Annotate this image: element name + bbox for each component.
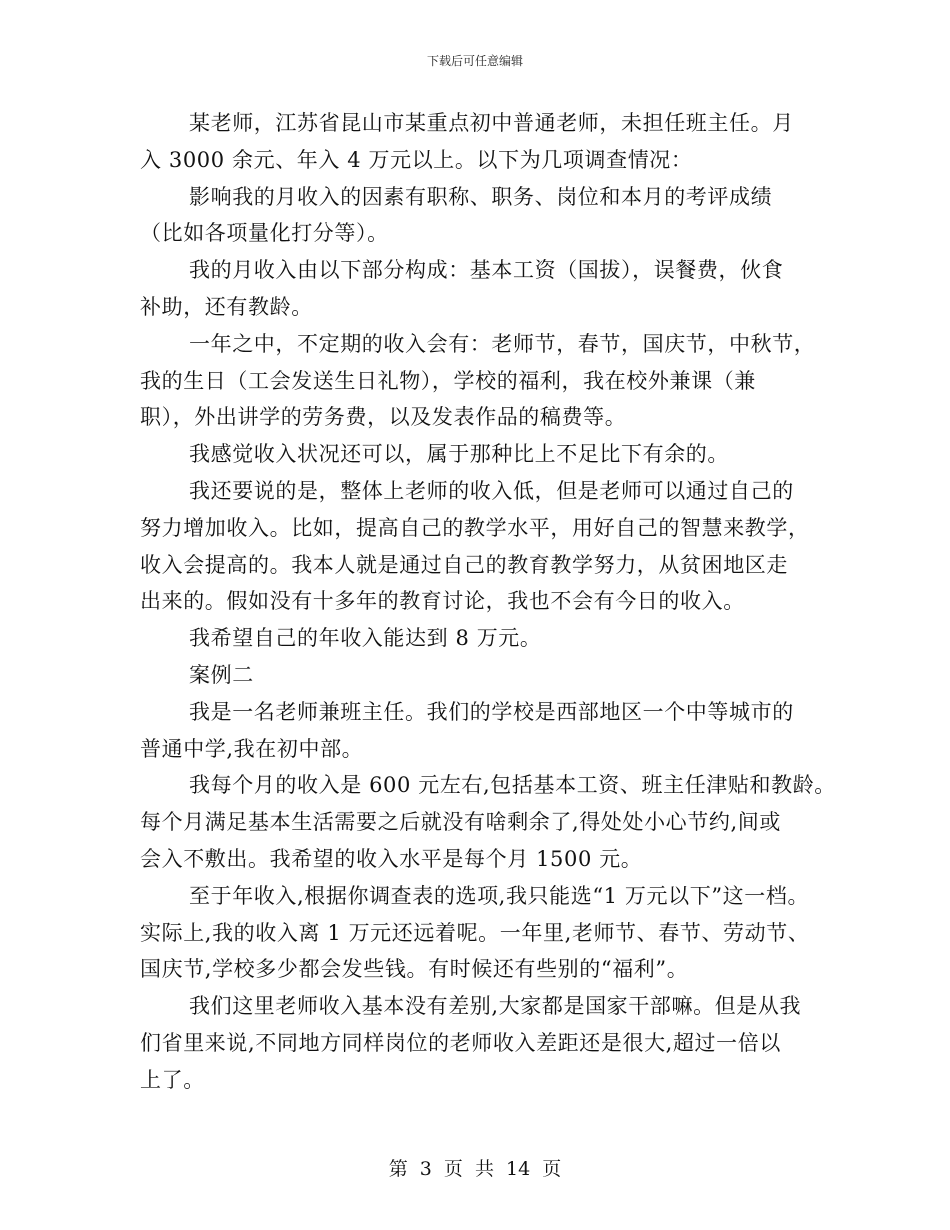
text-line: 案例二 <box>189 662 254 687</box>
text-line: 我每个月的收入是 600 元左右,包括基本工资、班主任津贴和教龄。 <box>189 773 836 798</box>
text-line: 普通中学,我在初中部。 <box>140 736 364 761</box>
text-line: 我希望自己的年收入能达到 8 万元。 <box>189 626 542 651</box>
text-line: 国庆节,学校多少都会发些钱。有时候还有些别的“福利”。 <box>140 957 689 982</box>
text-line: 某老师，江苏省昆山市某重点初中普通老师，未担任班主任。月 <box>189 111 794 135</box>
text-line: 实际上,我的收入离 1 万元还远着呢。一年里,老师节、春节、劳动节、 <box>140 920 810 945</box>
text-line: 我们这里老师收入基本没有差别,大家都是国家干部嘛。但是从我 <box>189 994 802 1019</box>
text-line: 我还要说的是，整体上老师的收入低，但是老师可以通过自己的 <box>189 478 794 503</box>
text-line: 职），外出讲学的劳务费，以及发表作品的稿费等。 <box>140 405 627 430</box>
text-line: 会入不敷出。我希望的收入水平是每个月 1500 元。 <box>140 846 643 871</box>
text-line: 我的月收入由以下部分构成：基本工资（国拔），误餐费，伙食 <box>189 258 784 283</box>
text-line: 我是一名老师兼班主任。我们的学校是西部地区一个中等城市的 <box>189 699 794 724</box>
text-line: （比如各项量化打分等）。 <box>140 221 389 246</box>
text-line: 补助，还有教龄。 <box>140 294 313 319</box>
page-header: 下载后可任意编辑 <box>426 54 523 68</box>
document-body <box>140 105 836 1099</box>
text-line: 们省里来说,不同地方同样岗位的老师收入差距还是很大,超过一倍以 <box>140 1030 781 1055</box>
text-line: 至于年收入,根据你调查表的选项,我只能选“1 万元以下”这一档。 <box>189 883 810 908</box>
text-line: 上了。 <box>140 1067 205 1092</box>
text-line: 出来的。假如没有十多年的教育讨论，我也不会有今日的收入。 <box>140 589 745 614</box>
page-number-footer: 第 3 页 共 14 页 <box>388 1158 562 1180</box>
text-line: 收入会提高的。我本人就是通过自己的教育教学努力，从贫困地区走 <box>140 552 788 577</box>
text-line: 每个月满足基本生活需要之后就没有啥剩余了,得处处小心节约,间或 <box>140 810 781 835</box>
text-line: 我感觉收入状况还可以，属于那种比上不足比下有余的。 <box>189 442 729 467</box>
text-line: 影响我的月收入的因素有职称、职务、岗位和本月的考评成绩 <box>189 184 773 209</box>
text-line: 努力增加收入。比如，提高自己的教学水平，用好自己的智慧来教学， <box>140 515 810 540</box>
text-line: 一年之中，不定期的收入会有：老师节，春节，国庆节，中秋节， <box>189 331 816 356</box>
text-line: 入 3000 余元、年入 4 万元以上。以下为几项调查情况： <box>140 147 693 172</box>
text-line: 我的生日（工会发送生日礼物），学校的福利，我在校外兼课（兼 <box>140 368 756 393</box>
